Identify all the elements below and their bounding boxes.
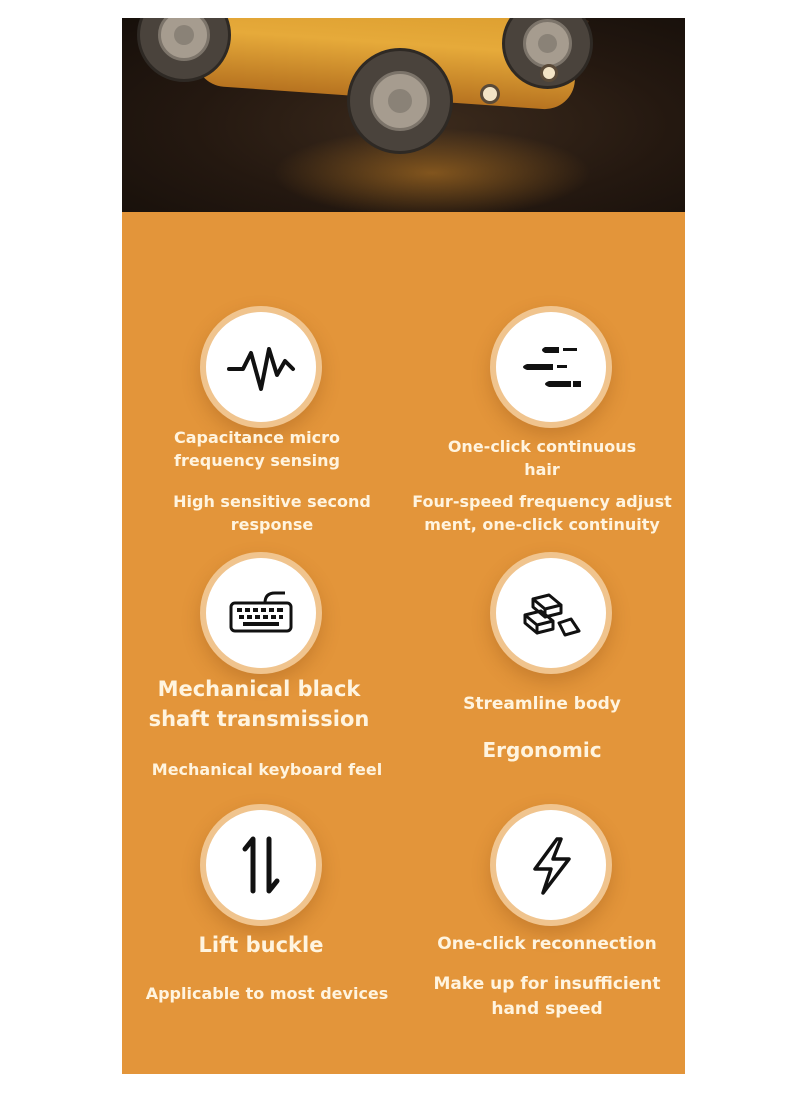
buggy-headlight	[480, 84, 500, 104]
feature-subtitle-text: High sensitive second response	[173, 492, 371, 535]
feature-subtitle	[140, 982, 394, 1005]
lightning-icon	[515, 829, 587, 901]
keyboard-icon-circle	[200, 552, 322, 674]
feature-subtitle-text: Make up for insufficient hand speed	[433, 974, 661, 1019]
product-feature-panel	[122, 18, 685, 1074]
hero-image	[122, 18, 685, 212]
feature-subtitle-text: Ergonomic	[482, 738, 602, 762]
buggy-front-wheel	[347, 48, 453, 154]
lightning-icon-circle	[490, 804, 612, 926]
buggy-headlight	[540, 64, 558, 82]
feature-subtitle	[412, 490, 672, 536]
feature-subtitle-text: Applicable to most devices	[145, 984, 389, 1003]
bullets-icon	[515, 331, 587, 403]
gold-bars-icon	[515, 577, 587, 649]
feature-subtitle	[140, 490, 404, 536]
feature-subtitle	[140, 758, 394, 781]
feature-subtitle	[412, 972, 682, 1021]
feature-title	[412, 435, 672, 481]
feature-subtitle-text: Mechanical keyboard feel	[151, 760, 383, 779]
waveform-icon	[225, 331, 297, 403]
feature-title-text: Capacitance micro frequency sensing	[173, 428, 341, 471]
feature-title	[146, 930, 376, 960]
keyboard-icon	[225, 577, 297, 649]
feature-title-text: One-click continuous hair	[447, 437, 637, 480]
feature-title-text: Mechanical black shaft transmission	[148, 677, 370, 732]
feature-title-text: One-click reconnection	[437, 934, 657, 954]
waveform-icon-circle	[200, 306, 322, 428]
feature-title-text: Lift buckle	[198, 933, 324, 957]
bullets-icon-circle	[490, 306, 612, 428]
up-down-arrows-icon	[225, 829, 297, 901]
feature-title	[144, 674, 374, 735]
feature-title	[132, 426, 382, 472]
feature-title	[422, 692, 662, 717]
feature-title-text: Streamline body	[463, 694, 621, 714]
up-down-arrows-icon-circle	[200, 804, 322, 926]
feature-title	[412, 932, 682, 957]
feature-subtitle	[422, 736, 662, 765]
feature-subtitle-text: Four-speed frequency adjust ment, one-click continuity	[412, 492, 672, 535]
gold-bars-icon-circle	[490, 552, 612, 674]
